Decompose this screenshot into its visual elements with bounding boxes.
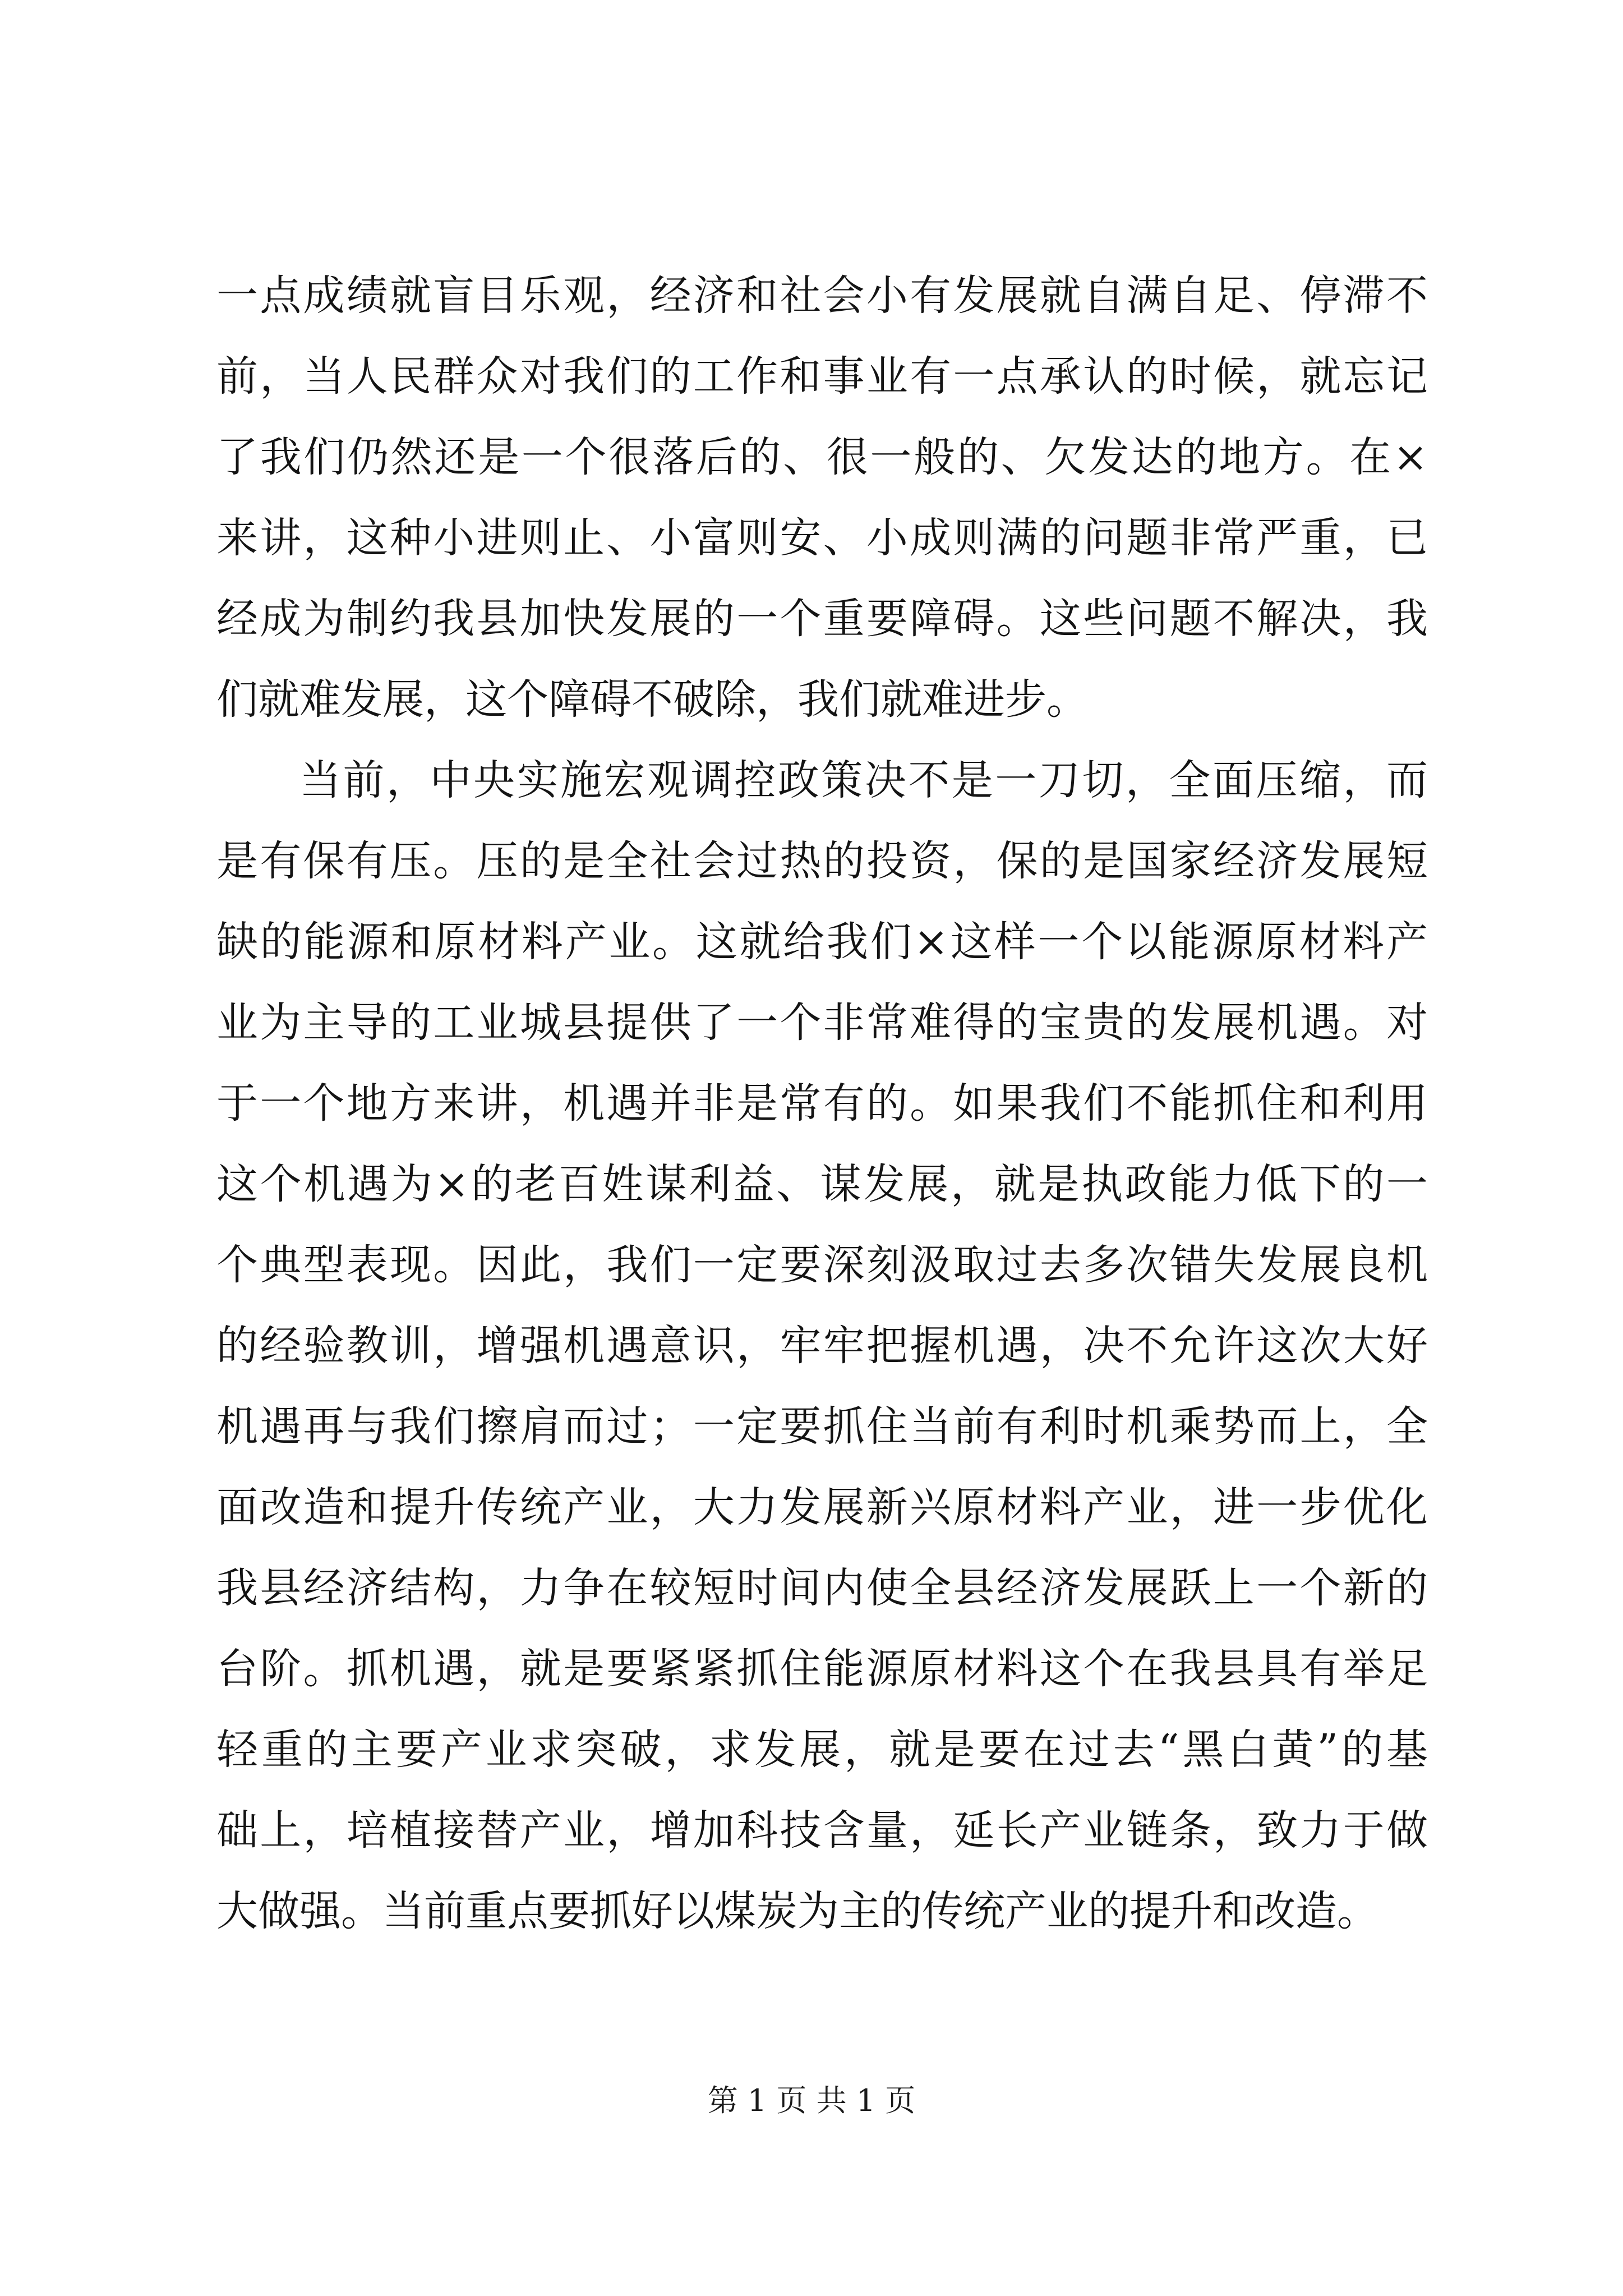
text-line: 当前，中央实施宏观调控政策决不是一刀切，全面压缩，而: [299, 756, 1428, 804]
text-line: 经成为制约我县加快发展的一个重要障碍。这些问题不解决，我: [216, 595, 1428, 643]
text-line: 是有保有压。压的是全社会过热的投资，保的是国家经济发展短: [216, 837, 1428, 885]
text-line: 缺的能源和原材料产业。这就给我们×这样一个以能源原材料产: [216, 918, 1428, 966]
text-line: 来讲，这种小进则止、小富则安、小成则满的问题非常严重，已: [216, 514, 1428, 562]
text-line: 一点成绩就盲目乐观，经济和社会小有发展就自满自足、停滞不: [216, 272, 1428, 320]
text-line: 们就难发展，这个障碍不破除，我们就难进步。: [216, 675, 1088, 724]
text-line: 机遇再与我们擦肩而过；一定要抓住当前有利时机乘势而上，全: [216, 1402, 1428, 1451]
paragraph: [216, 740, 1428, 1952]
page-footer: 第 1 页 共 1 页: [707, 2083, 916, 2118]
text-line: 了我们仍然还是一个很落后的、很一般的、欠发达的地方。在×: [216, 433, 1428, 481]
text-line: 轻重的主要产业求突破，求发展，就是要在过去“黑白黄”的基: [216, 1726, 1428, 1774]
text-line: 这个机遇为×的老百姓谋利益、谋发展，就是执政能力低下的一: [216, 1160, 1428, 1208]
text-line: 前，当人民群众对我们的工作和事业有一点承认的时候，就忘记: [216, 352, 1428, 401]
text-line: 础上，培植接替产业，增加科技含量，延长产业链条，致力于做: [216, 1806, 1428, 1855]
text-line: 于一个地方来讲，机遇并非是常有的。如果我们不能抓住和利用: [216, 1079, 1428, 1128]
text-line: 大做强。当前重点要抓好以煤炭为主的传统产业的提升和改造。: [216, 1887, 1378, 1935]
text-line: 的经验教训，增强机遇意识，牢牢把握机遇，决不允许这次大好: [216, 1322, 1428, 1370]
text-line: 我县经济结构，力争在较短时间内使全县经济发展跃上一个新的: [216, 1564, 1428, 1612]
body-text: [216, 255, 1428, 1952]
paragraph: [216, 255, 1428, 740]
text-line: 业为主导的工业城县提供了一个非常难得的宝贵的发展机遇。对: [216, 999, 1428, 1047]
text-line: 台阶。抓机遇，就是要紧紧抓住能源原材料这个在我县具有举足: [216, 1645, 1428, 1693]
text-line: 个典型表现。因此，我们一定要深刻汲取过去多次错失发展良机: [216, 1241, 1428, 1289]
text-line: 面改造和提升传统产业，大力发展新兴原材料产业，进一步优化: [216, 1483, 1428, 1531]
